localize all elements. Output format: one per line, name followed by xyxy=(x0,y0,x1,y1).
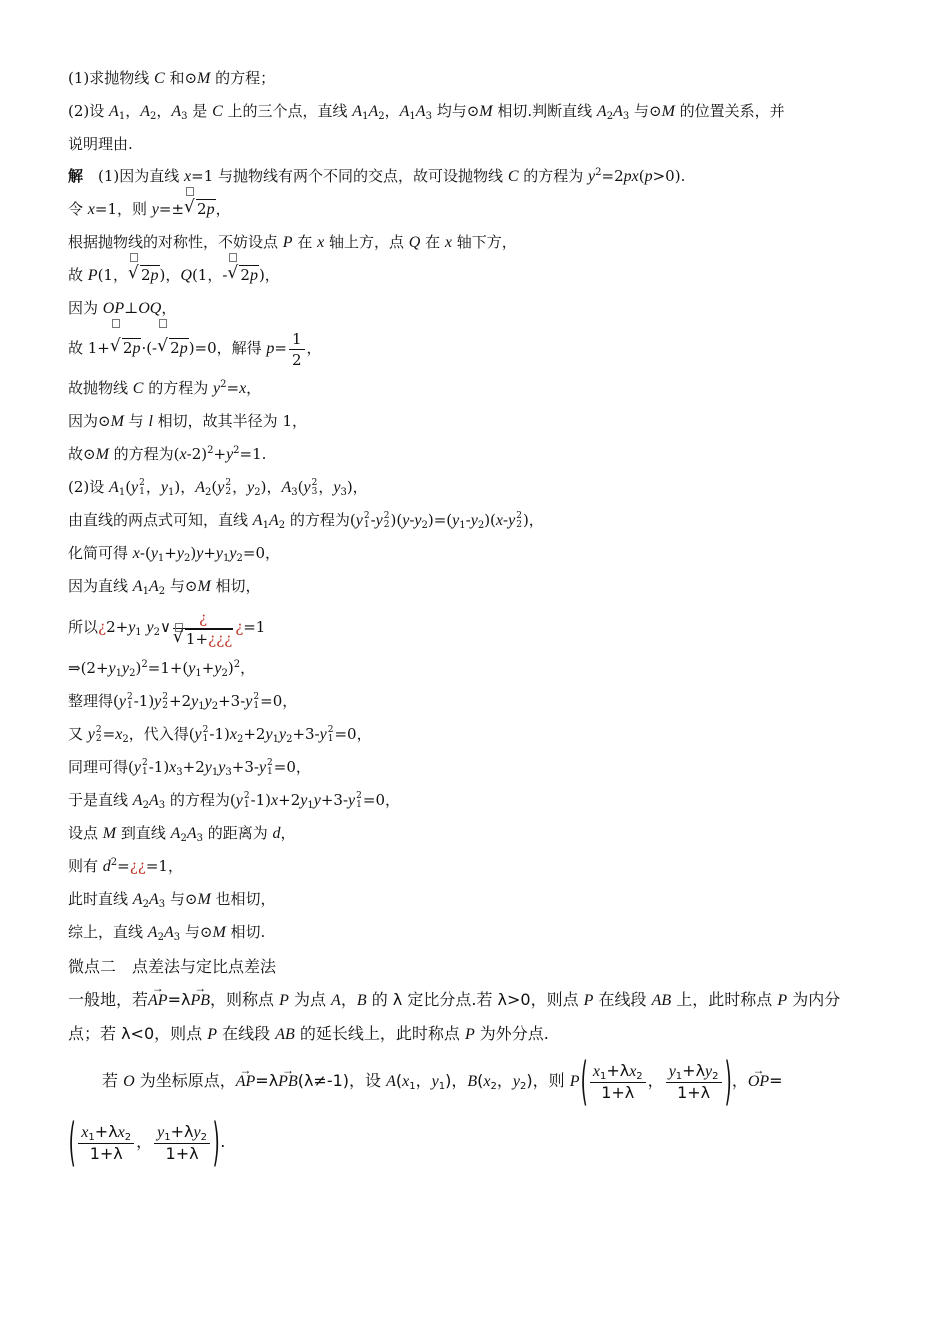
solution-line-23: 综上，直线 $A_2A_3$ 与⊙M 相切. xyxy=(68,923,266,943)
document-page xyxy=(68,62,883,1172)
fraction-one-half: $\frac{1}{2}$ xyxy=(289,329,305,370)
solution-line-20: 设点 M 到直线 $A_2A_3$ 的距离为 d， xyxy=(68,824,296,844)
solution-line-1: 解 (1)因为直线 x=1 与抛物线有两个不同的交点，故可设抛物线 C 的方程为 $y^2=2px(p>0)$. xyxy=(68,167,686,185)
solution-line-17: 又 y 2 2 $=x_2$，代入得(y 2 1 $-1)x_2+2y_1y_2+3-y$ 2 1 =0， xyxy=(68,725,372,745)
solution-line-12: 化简可得 $x-(y_1+y_2)y+y_1y_2=0$， xyxy=(68,544,280,564)
solution-line-4: 故 P(1， √ 2p)，Q(1，- √ 2p)， xyxy=(68,259,883,292)
solution-line-9: 故⊙M 的方程为$(x-2)^2+y^2=1$. xyxy=(68,445,267,463)
question-part-2: (2)设 $A_1$，$A_2$，$A_3$ 是 C 上的三个点，直线 $A_1A_2$，$A_1A_3$ 均与⊙M 相切.判断直线 $A_2A_3$ 与⊙M 的位置关系，并 xyxy=(68,102,785,122)
fraction-x-coordinate-2: $\frac{x_1+\lambda x_2}{1+\lambda}$ xyxy=(78,1122,134,1164)
solution-line-7: 故抛物线 C 的方程为 $y^2=x$， xyxy=(68,379,262,397)
solution-line-15: $\Rightarrow(2+y_1y_2)^2=1+(y_1+y_2)^2$， xyxy=(68,659,256,679)
solution-line-19: 于是直线 $A_2A_3$ 的方程为(y 2 1 $-1)x+2y_1y+3-y$ 2 1 =0， xyxy=(68,791,401,811)
solution-line-10: (2)设 $A_1(y$ 2 1 ，$y_1$)，$A_2(y$ 2 2 ，$y_2$)，$A_3(y$ 2 3 ，$y_3$)， xyxy=(68,478,368,498)
section-heading: 微点二 点差法与定比点差法 xyxy=(68,957,277,976)
broken-fraction: ¿ √ 1+¿¿¿ xyxy=(172,608,233,648)
solution-line-16: 整理得(y 2 1 -1)y 2 2 $+2y_1y_2+3-y$ 2 1 =0， xyxy=(68,692,298,712)
paragraph-2-line-1: 若 O 为坐标原点，→ AP=λ→ PB(λ≠-1)，设 $A(x_1$，$y_1$)，$B(x_2$，$y_2$)，则 P( $\frac{x_1+\lambda x_2}{1+\lambda}$ ， $\frac{y_1+\lambda y_2}{1+\lambda}$ )，→ OP= xyxy=(68,1051,883,1112)
fraction-y-coordinate: $\frac{y_1+\lambda y_2}{1+\lambda}$ xyxy=(666,1061,722,1103)
paragraph-2-line-2: ( $\frac{x_1+\lambda x_2}{1+\lambda}$ ， $\frac{y_1+\lambda y_2}{1+\lambda}$ ). xyxy=(68,1112,226,1173)
solution-line-5: 因为 OP⊥OQ， xyxy=(68,299,177,317)
question-part-2-cont: 说明理由. xyxy=(68,135,133,153)
fraction-x-coordinate: $\frac{x_1+\lambda x_2}{1+\lambda}$ xyxy=(590,1061,646,1103)
solution-line-14: 所以¿$2+y_1$ $y_2\vee$ ¿ √ 1+¿¿¿ ¿=1 xyxy=(68,608,266,648)
solution-label: 解 xyxy=(68,167,84,185)
solution-line-18: 同理可得(y 2 1 $-1)x_3+2y_1y_3+3-y$ 2 1 =0， xyxy=(68,758,311,778)
fraction-y-coordinate-2: $\frac{y_1+\lambda y_2}{1+\lambda}$ xyxy=(154,1122,210,1164)
solution-line-3: 根据抛物线的对称性，不妨设点 P 在 x 轴上方，点 Q 在 x 轴下方， xyxy=(68,233,517,251)
solution-line-11: 由直线的两点式可知，直线 $A_1A_2$ 的方程为(y 2 1 -y 2 2 )$(y-y_2)=(y_1-y_2)(x-y$ 2 2 )， xyxy=(68,511,544,531)
question-part-1: (1)求抛物线 C 和⊙M 的方程； xyxy=(68,69,276,87)
solution-line-13: 因为直线 $A_1A_2$ 与⊙M 相切， xyxy=(68,577,261,597)
solution-line-21: 则有 $d^2=¿¿=1$， xyxy=(68,857,183,875)
paragraph-1-line-1: 一般地，若→ AP=λ→ PB，则称点 P 为点 A，B 的 λ 定比分点.若 λ>0，则点 P 在线段 AB 上，此时称点 P 为内分 xyxy=(68,983,883,1017)
solution-line-2: 令 x=1，则 y=± √ 2p， xyxy=(68,193,883,226)
paragraph-1-line-2: 点；若 λ<0，则点 P 在线段 AB 的延长线上，此时称点 P 为外分点. xyxy=(68,1024,549,1043)
solution-line-8: 因为⊙M 与 l 相切，故其半径为 1， xyxy=(68,412,307,430)
solution-line-22: 此时直线 $A_2A_3$ 与⊙M 也相切， xyxy=(68,890,276,910)
solution-line-6: 故 1+ √ 2p·(- √ 2p)=0，解得 p= $\frac{1}{2}$ ， xyxy=(68,325,883,372)
